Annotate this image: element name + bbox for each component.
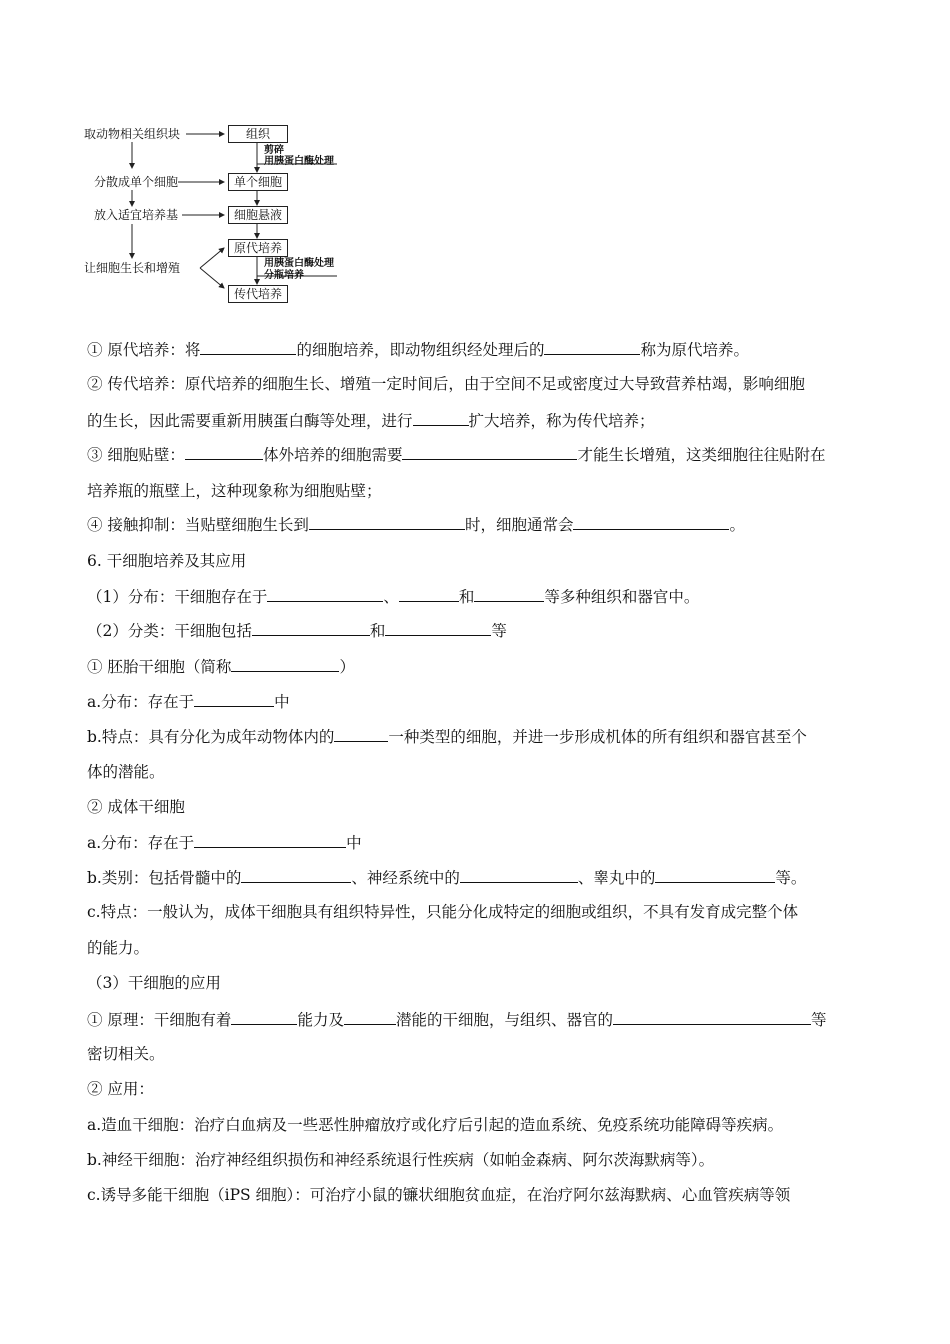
text-line (87, 338, 749, 361)
step-disperse: 分散成单个细胞 (94, 175, 179, 189)
text-segment: ① 原代培养：将 (87, 341, 201, 359)
text-segment: 体外培养的细胞需要 (262, 446, 403, 464)
text-segment: b.类别：包括骨髓中的 (87, 869, 242, 887)
text-line (87, 480, 382, 502)
note-trypsin-2: 用胰蛋白酶处理 (264, 258, 334, 269)
text-segment: c.诱导多能干细胞（iPS 细胞）：可治疗小鼠的镰状细胞贫血症，在治疗阿尔兹海默病、心血管疾病等领 (87, 1186, 791, 1204)
text-line (87, 1149, 714, 1171)
text-line (87, 443, 825, 466)
text-segment: a.分布：存在于 (87, 693, 195, 711)
note-trypsin-1: 用胰蛋白酶处理 (264, 156, 334, 167)
fill-in-blank (241, 866, 351, 883)
text-segment: 时，细胞通常会 (464, 516, 574, 534)
text-segment: 中 (274, 693, 290, 711)
text-segment: ③ 细胞贴壁： (87, 446, 185, 464)
box-subculture: 传代培养 (228, 285, 288, 303)
fill-in-blank (385, 619, 491, 636)
text-line (87, 972, 221, 994)
text-line (87, 619, 507, 642)
note-mince: 剪碎 (264, 145, 284, 156)
fill-in-blank (402, 443, 577, 460)
text-segment: 中 (346, 834, 362, 852)
text-segment: ② 应用： (87, 1080, 154, 1098)
text-segment: 等 (810, 1011, 827, 1029)
text-line (87, 831, 362, 854)
text-segment: 。 (729, 516, 745, 534)
fill-in-blank (655, 866, 775, 883)
note-split: 分瓶培养 (264, 270, 304, 281)
text-segment: ） (339, 658, 355, 676)
text-segment: 扩大培养，称为传代培养； (468, 412, 655, 430)
text-segment: a.分布：存在于 (87, 834, 195, 852)
box-tissue: 组织 (228, 125, 288, 143)
box-single-cell: 单个细胞 (228, 173, 288, 191)
text-segment: （2）分类：干细胞包括 (87, 622, 252, 640)
text-line (87, 1184, 790, 1206)
text-line (87, 796, 185, 818)
text-segment: 、睾丸中的 (577, 869, 656, 887)
text-line (87, 373, 805, 395)
text-line (87, 725, 807, 748)
fill-in-blank (194, 831, 346, 848)
fill-in-blank (399, 585, 459, 602)
fill-in-blank (231, 655, 339, 672)
text-line (87, 409, 655, 432)
fill-in-blank (185, 443, 263, 460)
text-segment: 和 (369, 622, 386, 640)
text-segment: a.造血干细胞：治疗白血病及一些恶性肿瘤放疗或化疗后引起的造血系统、免疫系统功能障碍等疾病。 (87, 1116, 784, 1134)
text-segment: 、神经系统中的 (351, 869, 460, 887)
text-segment: b.神经干细胞：治疗神经组织损伤和神经系统退行性疾病（如帕金森病、阿尔茨海默病等）。 (87, 1151, 715, 1169)
fill-in-blank (267, 585, 383, 602)
text-segment: ④ 接触抑制：当贴壁细胞生长到 (87, 516, 309, 534)
fill-in-blank (413, 409, 469, 426)
text-segment: 和 (458, 588, 475, 606)
text-line (87, 585, 699, 608)
text-line (87, 937, 149, 959)
text-line (87, 655, 355, 678)
text-segment: ① 原理：干细胞有着 (87, 1011, 232, 1029)
text-segment: 的能力。 (87, 939, 150, 957)
fill-in-blank (200, 338, 296, 355)
text-segment: 的生长，因此需要重新用胰蛋白酶等处理，进行 (87, 412, 413, 430)
fill-in-blank (344, 1008, 396, 1025)
text-segment: 才能生长增殖，这类细胞往往贴附在 (577, 446, 826, 464)
text-segment: 密切相关。 (87, 1045, 165, 1063)
fill-in-blank (231, 1008, 297, 1025)
text-line (87, 1043, 165, 1065)
text-line (87, 550, 246, 572)
text-segment: 6. 干细胞培养及其应用 (87, 552, 247, 570)
fill-in-blank (334, 725, 388, 742)
fill-in-blank (252, 619, 370, 636)
text-segment: 、 (383, 588, 399, 606)
step-grow: 让细胞生长和增殖 (84, 261, 181, 275)
text-line (87, 1114, 783, 1136)
box-primary-culture: 原代培养 (228, 239, 288, 257)
text-segment: 等多种组织和器官中。 (544, 588, 700, 606)
cell-culture-flow-diagram (82, 118, 352, 308)
fill-in-blank (573, 513, 729, 530)
text-segment: c.特点：一般认为，成体干细胞具有组织特异性，只能分化成特定的细胞或组织，不具有发育成完整个体 (87, 903, 799, 921)
text-line (87, 690, 290, 713)
text-segment: 体的潜能。 (87, 763, 165, 781)
text-segment: ② 传代培养：原代培养的细胞生长、增殖一定时间后，由于空间不足或密度过大导致营养枯竭，影响细胞 (87, 375, 805, 393)
text-line (87, 761, 165, 783)
text-line (87, 513, 745, 536)
text-segment: 等 (491, 622, 507, 640)
text-segment: ① 胚胎干细胞（简称 (87, 658, 232, 676)
text-line (87, 866, 806, 889)
box-cell-suspension: 细胞悬液 (228, 206, 288, 224)
text-segment: 的细胞培养，即动物组织经处理后的 (296, 341, 545, 359)
fill-in-blank (613, 1008, 811, 1025)
step-medium: 放入适宜培养基 (94, 208, 179, 222)
step-take-tissue: 取动物相关组织块 (84, 127, 181, 141)
text-line (87, 1078, 154, 1100)
fill-in-blank (474, 585, 544, 602)
text-segment: （1）分布：干细胞存在于 (87, 588, 268, 606)
text-line (87, 901, 798, 923)
text-segment: 潜能的干细胞，与组织、器官的 (395, 1011, 613, 1029)
fill-in-blank (194, 690, 274, 707)
text-segment: b.特点：具有分化为成年动物体内的 (87, 728, 335, 746)
text-segment: （3）干细胞的应用 (87, 974, 221, 992)
text-segment: 培养瓶的瓶壁上，这种现象称为细胞贴壁； (87, 482, 382, 500)
text-segment: ② 成体干细胞 (87, 798, 185, 816)
fill-in-blank (309, 513, 465, 530)
fill-in-blank (544, 338, 640, 355)
text-segment: 等。 (775, 869, 807, 887)
text-line (87, 1008, 826, 1031)
text-segment: 一种类型的细胞，并进一步形成机体的所有组织和器官甚至个 (388, 728, 807, 746)
text-segment: 称为原代培养。 (640, 341, 749, 359)
fill-in-blank (460, 866, 578, 883)
text-segment: 能力及 (297, 1011, 344, 1029)
